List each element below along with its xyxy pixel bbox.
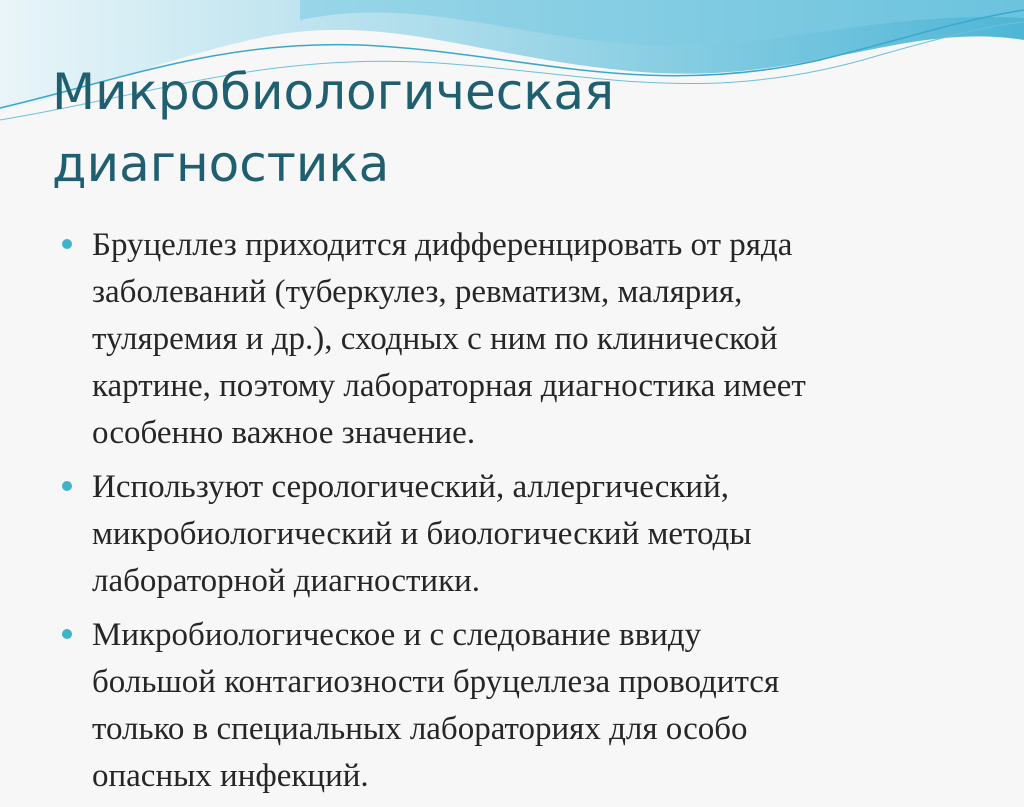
bullet-item bbox=[62, 222, 982, 457]
bullet-text-line: картине, поэтому лабораторная диагностика имеет bbox=[92, 368, 806, 404]
bullet-item bbox=[62, 612, 982, 800]
slide-title-line: Микробиологическая bbox=[52, 63, 615, 121]
bullet-text-line: опасных инфекций. bbox=[92, 758, 369, 794]
bullet-text-line: лабораторной диагностики. bbox=[92, 563, 481, 599]
bullet-dot-icon bbox=[62, 629, 72, 639]
bullet-dot-icon bbox=[62, 239, 72, 249]
bullet-text-line: Бруцеллез приходится дифференцировать от ряда bbox=[92, 227, 793, 263]
bullet-text-line: заболеваний (туберкулез, ревматизм, малярия, bbox=[92, 274, 743, 310]
bullet-text-line: Используют серологический, аллергический, bbox=[92, 469, 729, 505]
bullet-text-line: Микробиологическое и с следование ввиду bbox=[92, 617, 702, 653]
bullet-text-line: только в специальных лабораториях для особо bbox=[92, 711, 748, 747]
bullet-list bbox=[62, 222, 982, 807]
slide-title bbox=[52, 56, 952, 200]
bullet-text-line: большой контагиозности бруцеллеза проводится bbox=[92, 664, 780, 700]
bullet-item bbox=[62, 464, 982, 605]
bullet-text-line: туляремия и др.), сходных с ним по клинической bbox=[92, 321, 778, 357]
slide-title-line: диагностика bbox=[52, 135, 390, 193]
bullet-text-line: микробиологический и биологический методы bbox=[92, 516, 752, 552]
bullet-dot-icon bbox=[62, 481, 72, 491]
bullet-text-line: особенно важное значение. bbox=[92, 415, 476, 451]
